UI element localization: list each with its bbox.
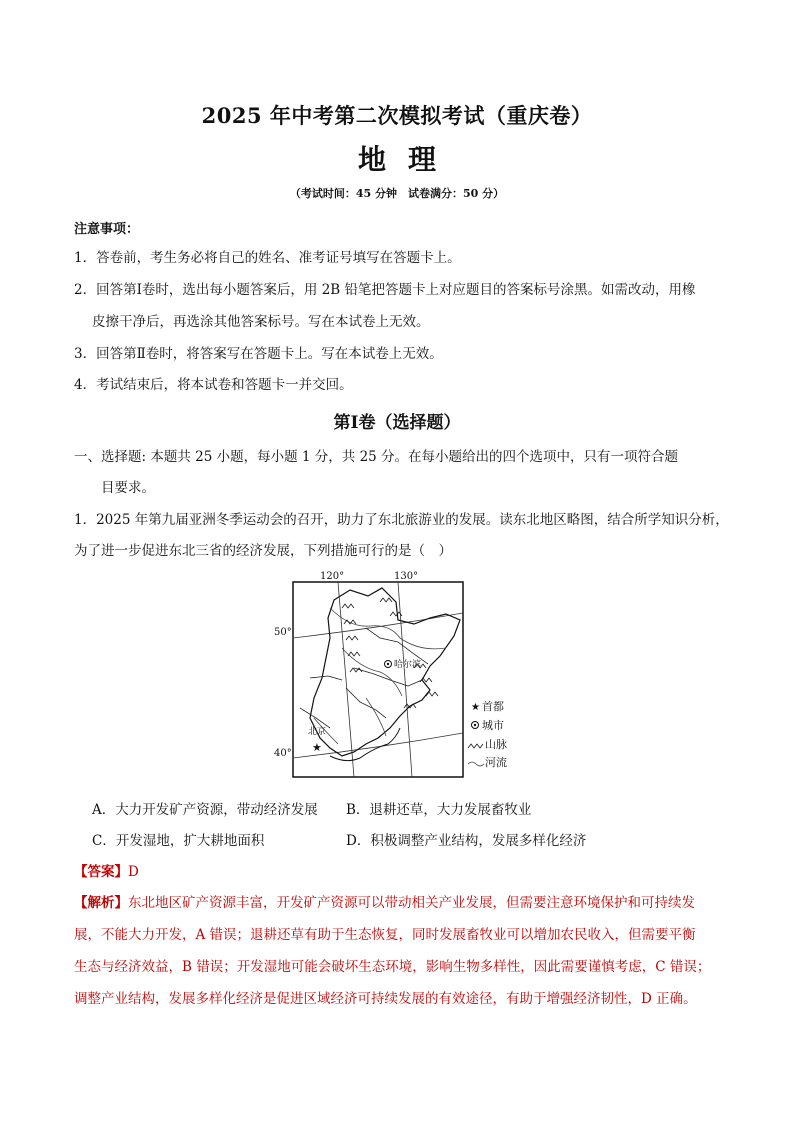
lon-130-label: 130° — [394, 571, 419, 582]
notice-item-2: 2．回答第Ⅰ卷时，选出每小题答案后，用 2B 铅笔把答题卡上对应题目的答案标号涂黑。如需改动，用橡 — [74, 282, 696, 298]
legend-mountain-label: 山脉 — [485, 738, 507, 751]
notice-item-3: 3．回答第Ⅱ卷时，将答案写在答题卡上。写在本试卷上无效。 — [74, 346, 443, 362]
analysis-tag: 【解析】 — [74, 895, 128, 911]
northeast-china-map — [270, 568, 540, 780]
notice-title: 注意事项： — [74, 222, 140, 237]
option-d: D．积极调整产业结构，发展多样化经济 — [346, 833, 587, 849]
legend-capital-label: 首都 — [482, 700, 504, 713]
analysis-line-1 — [74, 891, 695, 911]
question-1-stem-cont: 为了进一步促进东北三省的经济发展，下列措施可行的是（ ） — [74, 543, 452, 559]
option-c: C．开发湿地，扩大耕地面积 — [92, 833, 265, 849]
analysis-line-3: 生态与经济效益，B 错误；开发湿地可能会破坏生态环境，影响生物多样性，因此需要谨慎考虑，C 错误； — [74, 959, 711, 975]
answer-tag: 【答案】 — [74, 864, 128, 880]
answer-line — [74, 860, 139, 880]
notice-item-4: 4．考试结束后，将本试卷和答题卡一并交回。 — [74, 377, 353, 393]
exam-title: 2025 年中考第二次模拟考试（重庆卷） — [201, 103, 593, 128]
legend-capital-icon: ★ — [471, 702, 480, 713]
section-title: 第Ⅰ卷（选择题） — [333, 413, 461, 433]
analysis-line-4: 调整产业结构，发展多样化经济是促进区域经济可持续发展的有效途径，有助于增强经济韧性，D 正确。 — [74, 991, 697, 1007]
answer-value: D — [128, 864, 139, 880]
lon-120-label: 120° — [320, 571, 345, 582]
legend-river-icon — [468, 762, 484, 766]
analysis-line-2: 展，不能大力开发，A 错误；退耕还草有助于生态恢复，同时发展畜牧业可以增加农民收入，但需要平衡 — [74, 927, 696, 943]
harbin-label: 哈尔滨 — [394, 660, 422, 670]
analysis-text-1: 东北地区矿产资源丰富，开发矿产资源可以带动相关产业发展，但需要注意环境保护和可持续发 — [128, 895, 695, 911]
exam-info: （考试时间：45 分钟 试卷满分：50 分） — [289, 187, 505, 200]
notice-item-1: 1．答卷前，考生务必将自己的姓名、准考证号填写在答题卡上。 — [74, 250, 461, 266]
section-instruction: 一、选择题: 本题共 25 小题，每小题 1 分，共 25 分。在每小题给出的四个选项中，只有一项符合题 — [74, 449, 679, 465]
capital-star-icon: ★ — [312, 741, 322, 754]
legend-mountain-icon — [468, 744, 483, 748]
notice-item-2-cont: 皮擦干净后，再选涂其他答案标号。写在本试卷上无效。 — [92, 314, 430, 330]
question-1-stem: 1．2025 年第九届亚洲冬季运动会的召开，助力了东北旅游业的发展。读东北地区略图，结合所学知识分析， — [74, 512, 729, 528]
legend-river-label: 河流 — [485, 756, 507, 769]
legend-city-icon — [472, 722, 479, 729]
lat-40-label: 40° — [274, 748, 292, 759]
option-a: A．大力开发矿产资源，带动经济发展 — [92, 802, 318, 818]
lat-50-label: 50° — [274, 627, 292, 638]
option-b: B．退耕还草，大力发展畜牧业 — [346, 802, 532, 818]
map-legend — [468, 699, 507, 769]
subject-title: 地理 — [357, 143, 458, 176]
section-instruction-cont: 目要求。 — [101, 480, 155, 496]
beijing-label: 北京 — [308, 727, 327, 737]
legend-city-label: 城市 — [482, 719, 504, 732]
